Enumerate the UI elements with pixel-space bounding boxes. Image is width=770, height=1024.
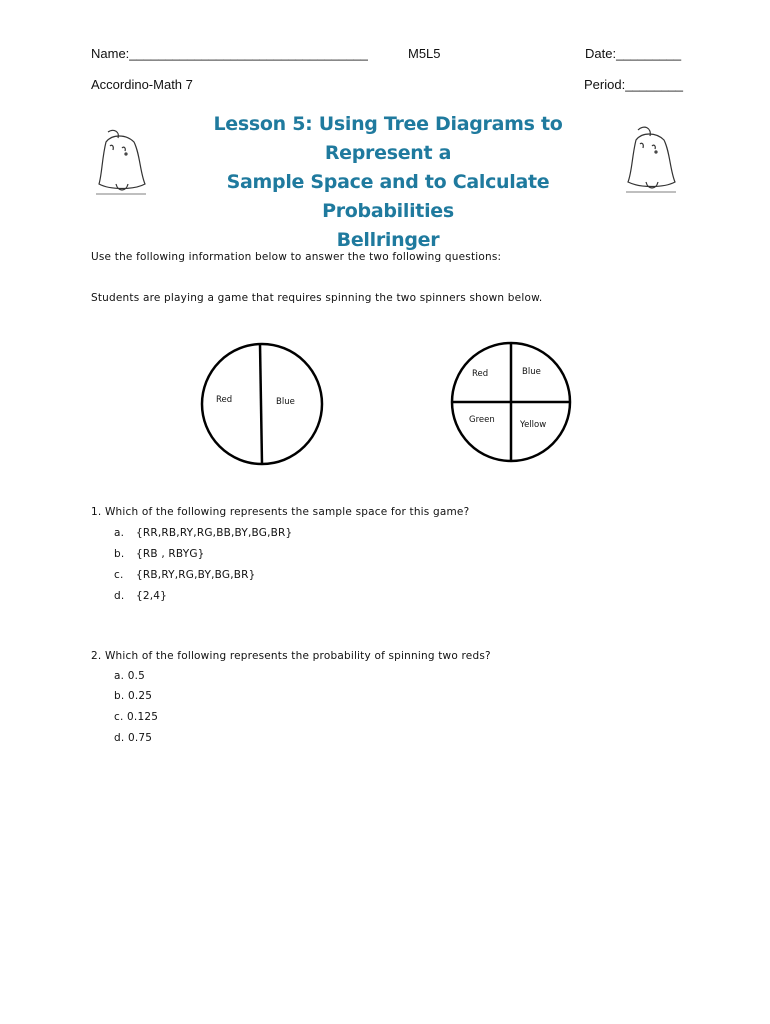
title-line-3: Bellringer bbox=[336, 229, 440, 251]
spinner-1-divider bbox=[260, 344, 262, 464]
spinner-1-label-blue: Blue bbox=[276, 397, 295, 407]
lesson-code: M5L5 bbox=[408, 46, 441, 61]
question-2-text: 2. Which of the following represents the probability of spinning two reds? bbox=[91, 650, 491, 662]
spinner-2-label-red: Red bbox=[472, 369, 489, 379]
question-1-options: a. {RR,RB,RY,RG,BB,BY,BG,BR} b. {RB , RBYG} c. {RB,RY,RG,BY,BG,BR} d. {2,4} bbox=[114, 527, 293, 602]
title-line-1: Lesson 5: Using Tree Diagrams to Represent a bbox=[213, 113, 563, 164]
spinner-four-sections bbox=[450, 340, 572, 466]
question-2-option-d[interactable]: d. 0.75 bbox=[114, 732, 153, 744]
question-2-option-b[interactable]: b. 0.25 bbox=[114, 690, 153, 702]
question-2-option-c[interactable]: c. 0.125 bbox=[114, 711, 159, 723]
spinner-2-label-blue: Blue bbox=[522, 367, 541, 377]
scenario-text: Students are playing a game that requires spinning the two spinners shown below. bbox=[91, 292, 543, 304]
date-field-label: Date:_________ bbox=[585, 46, 682, 61]
class-name: Accordino-Math 7 bbox=[91, 77, 193, 92]
question-1-text: 1. Which of the following represents the sample space for this game? bbox=[91, 506, 470, 518]
title-line-2: Sample Space and to Calculate Probabilities bbox=[226, 171, 550, 222]
spinner-2-label-green: Green bbox=[469, 415, 495, 425]
question-2-option-a[interactable]: a. 0.5 bbox=[114, 670, 146, 682]
bell-icon bbox=[96, 128, 148, 198]
lesson-title bbox=[160, 110, 616, 255]
spinner-1-label-red: Red bbox=[216, 395, 233, 405]
name-field-label: Name:_________________________________ bbox=[91, 46, 368, 61]
spinner-2-label-yellow: Yellow bbox=[520, 420, 547, 430]
intro-text: Use the following information below to answer the two following questions: bbox=[91, 251, 502, 263]
period-field-label: Period:________ bbox=[584, 77, 684, 92]
bell-icon bbox=[624, 124, 678, 194]
